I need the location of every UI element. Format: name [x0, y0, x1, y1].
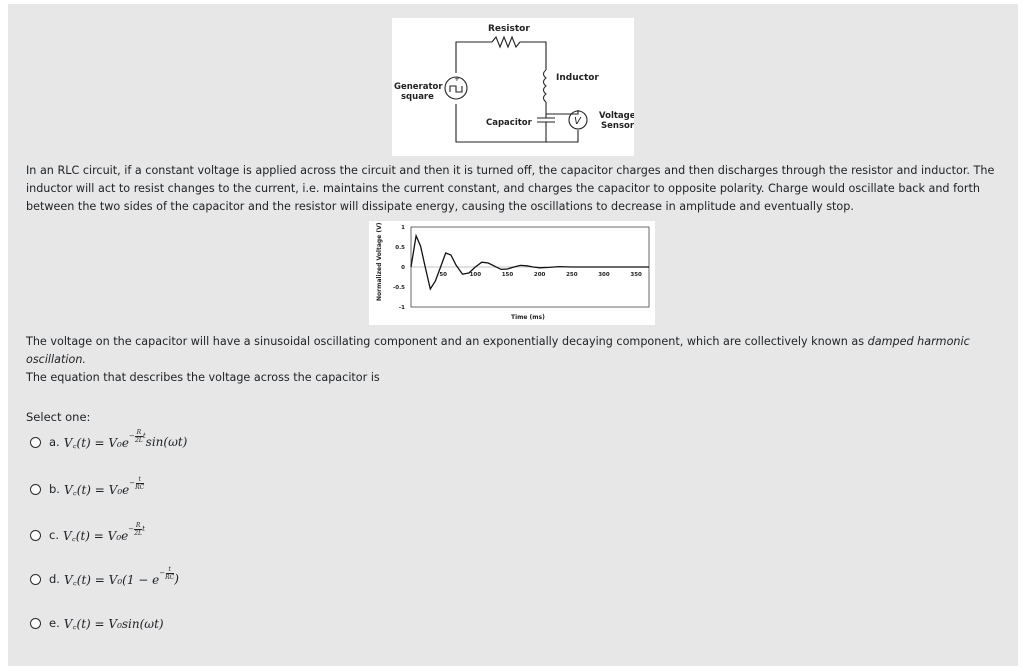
fraction-numerator: t	[168, 565, 171, 573]
x-tick-label: 100	[469, 272, 482, 278]
formula-tail: )	[174, 572, 179, 586]
option-letter: c.	[49, 528, 59, 542]
option-letter: b.	[49, 482, 60, 496]
select-one-label: Select one:	[26, 410, 91, 424]
fraction-denominator: RC	[165, 573, 175, 581]
sensor-label: Sensor	[601, 121, 634, 131]
circuit-svg	[392, 18, 634, 156]
radio-button[interactable]	[30, 574, 41, 585]
radio-button[interactable]	[30, 618, 41, 629]
answer-option-a[interactable]	[30, 428, 188, 453]
fraction-denominator: 2L	[134, 529, 143, 537]
formula-lhs: V꜀(t) = V₀(1 − e	[63, 572, 160, 587]
paragraph2-emphasis: damped harmonic oscillation.	[26, 335, 970, 366]
exponent-fraction	[135, 476, 144, 491]
chart-svg	[369, 221, 655, 325]
option-letter: a.	[49, 435, 60, 449]
fraction-denominator: 2L	[134, 436, 143, 444]
generator-label: Generator	[394, 82, 443, 92]
formula-lhs: V꜀(t) = V₀e	[63, 482, 130, 497]
damped-oscillation-paragraph	[26, 333, 1006, 387]
exponent-sign: −	[159, 569, 166, 577]
exponent-sign: −	[128, 432, 135, 440]
option-formula	[63, 428, 188, 451]
exponent-variable: t	[142, 432, 146, 440]
x-tick-label: 250	[566, 272, 578, 278]
x-tick-label: 350	[630, 272, 642, 278]
rlc-circuit-diagram	[392, 18, 634, 156]
x-tick-label: 50	[439, 272, 447, 278]
y-tick-label: -0.5	[392, 285, 405, 291]
radio-button[interactable]	[30, 437, 41, 448]
option-formula	[63, 565, 179, 588]
y-tick-label: 0.5	[395, 245, 405, 251]
rlc-description-paragraph: In an RLC circuit, if a constant voltage is applied across the circuit and then it is turned off, the capacitor charges and then discharges through the resistor and inductor. The inductor will act to resist changes to the current, i.e. maintains the current constant, and charges the capacitor to opposite polarity. Charge would oscillate back and forth between the two sides of the capacitor and the resistor will dissipate energy, causing the oscillations to decrease in amplitude and eventually stop.	[26, 164, 995, 213]
fraction-numerator: t	[138, 475, 141, 483]
answer-option-c[interactable]	[30, 521, 145, 546]
x-tick-label: 300	[598, 272, 610, 278]
fraction-numerator: R	[136, 428, 142, 436]
x-tick-label: 150	[501, 272, 514, 278]
formula-lhs: V꜀(t) = V₀sin(ωt)	[63, 616, 164, 631]
fraction-numerator: R	[135, 521, 141, 529]
voltmeter-symbol: V	[574, 116, 581, 127]
answer-option-b[interactable]	[30, 475, 145, 500]
option-formula	[62, 521, 145, 544]
inductor-label: Inductor	[556, 73, 599, 83]
x-axis-label: Time (ms)	[511, 314, 545, 321]
y-tick-label: -1	[398, 305, 405, 311]
voltage-label: Voltage	[599, 111, 634, 121]
option-letter: e.	[49, 616, 60, 630]
damped-oscillation-chart	[369, 221, 655, 325]
formula-lhs: V꜀(t) = V₀e	[62, 528, 129, 543]
y-axis-label: Normalized Voltage (V)	[376, 222, 383, 301]
paragraph2-text-b: The equation that describes the voltage across the capacitor is	[26, 371, 380, 384]
exponent-fraction	[135, 429, 143, 444]
answer-option-e[interactable]	[30, 612, 164, 634]
x-tick-label: 200	[533, 272, 546, 278]
option-formula	[63, 475, 145, 498]
answer-option-d[interactable]	[30, 565, 179, 590]
generator-sub-label: square	[401, 92, 434, 102]
exponent-sign: −	[129, 479, 136, 487]
exponent-fraction	[165, 566, 174, 581]
y-tick-label: 0	[401, 265, 405, 271]
capacitor-label: Capacitor	[486, 118, 532, 128]
exponent-sign: −	[128, 525, 135, 533]
formula-lhs: V꜀(t) = V₀e	[63, 435, 129, 450]
radio-button[interactable]	[30, 484, 41, 495]
exponent-fraction	[134, 522, 142, 537]
resistor-label: Resistor	[488, 24, 530, 34]
formula-tail: sin(ωt)	[145, 435, 188, 449]
fraction-denominator: RC	[135, 483, 145, 491]
paragraph2-text-a: The voltage on the capacitor will have a sinusoidal oscillating component and an exponentially decaying component, which are collectively known as	[26, 335, 868, 348]
option-letter: d.	[49, 572, 60, 586]
y-tick-label: 1	[401, 225, 405, 231]
radio-button[interactable]	[30, 530, 41, 541]
generator-plus: +	[454, 75, 460, 83]
exponent-variable: t	[142, 525, 145, 533]
option-formula	[64, 615, 164, 632]
